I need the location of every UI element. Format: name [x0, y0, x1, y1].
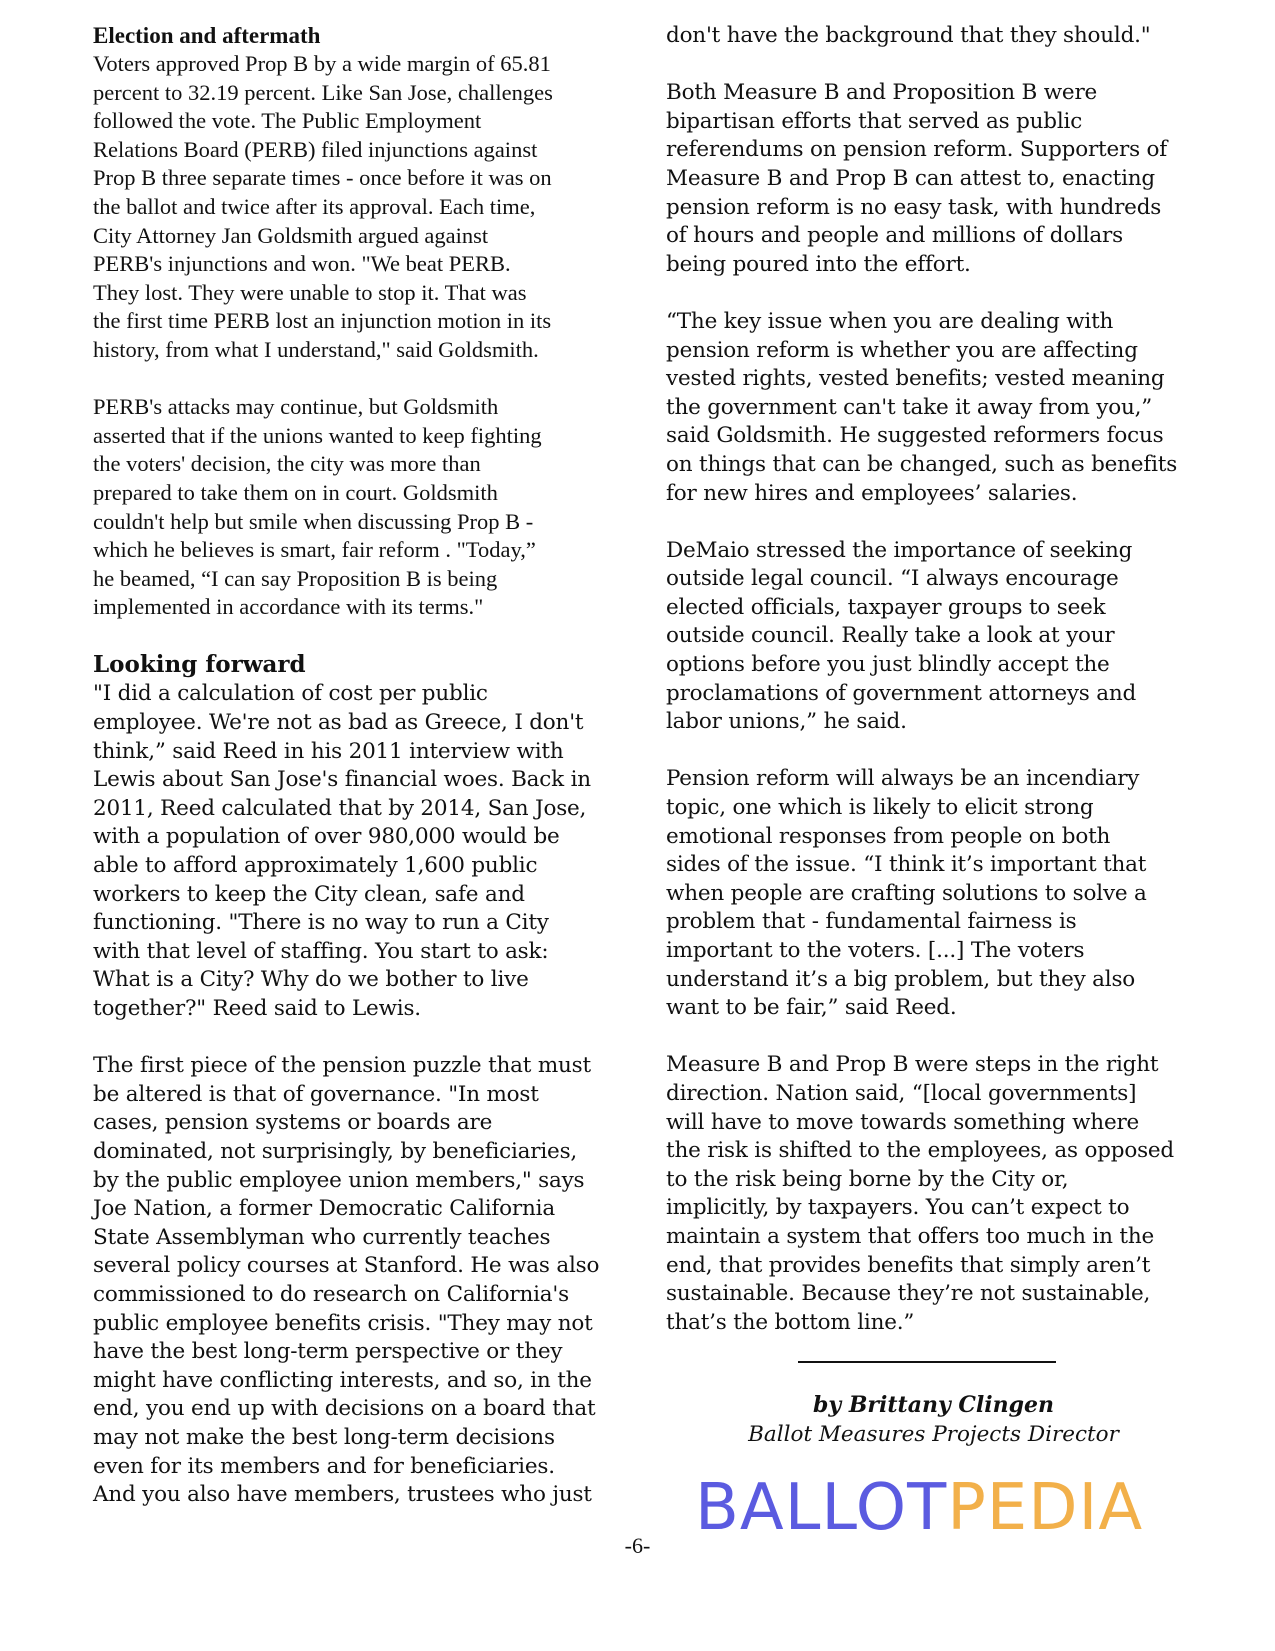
paragraph: Pension reform will always be an incendiary topic, one which is likely to elicit strong emotional responses from people on both sides of the issue. “I think it’s important that when people are crafting solutions to solve a problem that - fundamental fairness is important to the voters. [...] The voters understand it’s a big problem, but they also want to be fair,” said Reed. [666, 766, 1147, 1021]
logo-text-ballot: BALLOT [695, 1471, 948, 1545]
author-role: Ballot Measures Projects Director [748, 1422, 1119, 1447]
paragraph: "I did a calculation of cost per public employee. We're not as bad as Greece, I don't think,” said Reed in his 2011 interview with Lewis about San Jose's financial woes. Back in 2011, Reed calculated that by 2014, San Jose, with a population of over 980,000 would be able to afford approximately 1,600 public workers to keep the City clean, safe and functioning. "There is no way to run a City with that level of staffing. You start to ask: What is a City? Why do we bother to live together?" Reed said to Lewis. [93, 681, 591, 1021]
paragraph: don't have the background that they should." [666, 23, 1151, 48]
logo-text-pedia: PEDIA [947, 1471, 1144, 1545]
paragraph: Measure B and Prop B were steps in the right direction. Nation said, “[local governments] will have to move towards something where the risk is shifted to the employees, as opposed to the risk being borne by the City or, implicitly, by taxpayers. You can’t expect to maintain a system that offers too much in the end, that provides benefits that simply aren’t sustainable. Because they’re not sustainable, that’s the bottom line.” [666, 1052, 1174, 1335]
paragraph: “The key issue when you are dealing with pension reform is whether you are affecting vested rights, vested benefits; vested meaning the government can't take it away from you,” said Goldsmith. He suggested reformers focus on things that can be changed, such as benefits for new hires and employees’ salaries. [666, 308, 1178, 506]
paragraph: Voters approved Prop B by a wide margin of 65.81 percent to 32.19 percent. Like San Jose, challenges followed the vote. The Public Employment Relations Board (PERB) filed injunctions against Prop B three separate times - once before it was on the ballot and twice after its approval. Each time, City Attorney Jan Goldsmith argued against PERB's injunctions and won. "We beat PERB. They lost. They were unable to stop it. That was the first time PERB lost an injunction motion in its history, from what I understand," said Goldsmith. [93, 51, 553, 362]
right-column [666, 22, 1201, 1337]
paragraph: Both Measure B and Proposition B were bipartisan efforts that served as public referendums on pension reform. Supporters of Measure B and Prop B can attest to, enacting pension reform is no easy task, with hundreds of hours and people and millions of dollars being poured into the effort. [666, 80, 1168, 277]
page-number: -6- [624, 1533, 651, 1558]
left-column [93, 22, 613, 1510]
paragraph: DeMaio stressed the importance of seeking outside legal council. “I always encourage elected officials, taxpayer groups to seek outside council. Really take a look at your options before you just blindly accept the proclamations of government attorneys and labor unions,” he said. [666, 537, 1137, 735]
section-heading-election: Election and aftermath [93, 23, 321, 48]
paragraph: PERB's attacks may continue, but Goldsmith asserted that if the unions wanted to keep fighting the voters' decision, the city was more than prepared to take them on in court. Goldsmith couldn't help but smile when discussing Prop B - which he believes is smart, fair reform . "Today,” he beamed, “I can say Proposition B is being implemented in accordance with its terms." [93, 394, 542, 620]
divider [798, 1361, 1056, 1363]
byline [666, 1390, 1201, 1450]
paragraph: The first piece of the pension puzzle that must be altered is that of governance. "In most cases, pension systems or boards are dominated, not surprisingly, by beneficiaries, by the public employee union members," says Joe Nation, a former Democratic California State Assemblyman who currently teaches several policy courses at Stanford. He was also commissioned to do research on California's public employee benefits crisis. "They may not have the best long-term perspective or they might have conflicting interests, and so, in the end, you end up with decisions on a board that may not make the best long-term decisions even for its members and for beneficiaries. And you also have members, trustees who just [93, 1053, 600, 1508]
author-name: by Brittany Clingen [813, 1392, 1054, 1418]
section-heading-looking-forward: Looking forward [93, 651, 306, 679]
